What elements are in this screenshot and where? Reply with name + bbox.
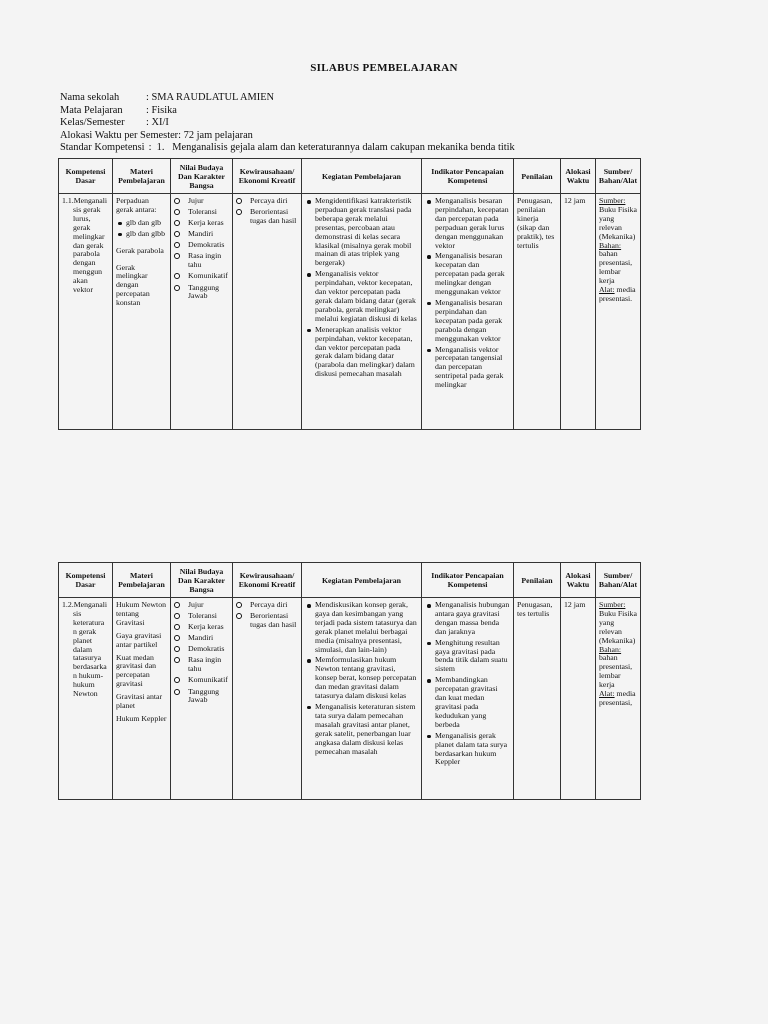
penilaian-cell: Penugasan, penilaian kinerja (sikap dan praktik), tes tertulis — [514, 194, 561, 430]
materi-cell: Hukum Newton tentang Gravitasi Gaya gravitasi antar partikel Kuat medan gravitasi dan percepatan gravitasi Gravitasi antar planet Hukum Keppler — [113, 598, 171, 800]
list-item: Komunikatif — [174, 272, 229, 281]
list-item: Membandingkan percepatan gravitasi dan kuat medan gravitasi pada kedudukan yang berbeda — [425, 676, 510, 729]
nilai-budaya-cell — [171, 194, 233, 430]
list-item: Berorientasi tugas dan hasil — [236, 208, 298, 226]
list-item: Toleransi — [174, 208, 229, 217]
list-item: Percaya diri — [236, 601, 298, 610]
alokasi-cell: 12 jam — [561, 194, 596, 430]
list-item: Rasa ingin tahu — [174, 252, 229, 270]
header-kompetensi-dasar: Kompetensi Dasar — [59, 563, 113, 598]
table-header-row — [59, 563, 641, 598]
syllabus-table-2 — [58, 562, 641, 800]
kewirausahaan-cell — [233, 194, 302, 430]
list-item: Menganalisis besaran kecepatan dan percepatan pada gerak melingkar dengan menggunakan vektor — [425, 252, 510, 297]
table-row — [59, 194, 641, 430]
header-kewirausahaan: Kewirausahaan/ Ekonomi Kreatif — [233, 159, 302, 194]
list-item: Tanggung Jawab — [174, 284, 229, 302]
list-item: Memformulasikan hukum Newton tentang gravitasi, konsep berat, konsep percepatan dan medan gravitasi dalam tatasurya dalam diskusi kelas — [305, 656, 418, 701]
school-info — [60, 92, 515, 155]
info-row-time: Alokasi Waktu per Semester : 72 jam pelajaran — [60, 129, 253, 141]
header-alokasi: Alokasi Waktu — [561, 159, 596, 194]
header-materi: Materi Pembelajaran — [113, 563, 171, 598]
list-item: Menganalisis keteraturan sistem tata surya dalam pemecahan masalah gravitasi antar planet, gerak satelit, penerbangan luar angkasa dalam diskusi kelas pemecahan masalah — [305, 703, 418, 756]
list-item: Mengidentifikasi katrakteristik perpaduan gerak translasi pada beberapa gerak melalui presentas, percobaan atau demonstrasi di kelas secara klasikal (misalnya gerak mobil mainan di atas triplek yang bergerak) — [305, 197, 418, 268]
list-item: Mandiri — [174, 230, 229, 239]
list-item: Menghitung resultan gaya gravitasi pada benda titik dalam suatu sistem — [425, 639, 510, 675]
list-item: Berorientasi tugas dan hasil — [236, 612, 298, 630]
header-indikator: Indikator Pencapaian Kompetensi — [422, 563, 514, 598]
kegiatan-cell — [302, 194, 422, 430]
header-kegiatan: Kegiatan Pembelajaran — [302, 159, 422, 194]
nilai-budaya-cell — [171, 598, 233, 800]
list-item: Menganalisis vektor percepatan tangensial dan percepatan sentripetal pada gerak melingkar — [425, 346, 510, 391]
header-materi: Materi Pembelajaran — [113, 159, 171, 194]
list-item: Tanggung Jawab — [174, 688, 229, 706]
kompetensi-dasar-cell: 1.2.Menganali sis keteratura n gerak planet dalam tatasurya berdasarka n hukum-hukum Newton — [59, 598, 113, 800]
indikator-cell — [422, 194, 514, 430]
table-row — [59, 598, 641, 800]
list-item: Percaya diri — [236, 197, 298, 206]
sumber-cell: Sumber: Buku Fisika yang relevan (Mekanika) Bahan: bahan presentasi, lembar kerja Alat: media presentasi. — [596, 194, 641, 430]
info-row-class: Kelas/Semester : XI/I — [60, 117, 169, 129]
list-item: Menganalisis besaran perpindahan, kecepatan dan percepatan pada perpaduan gerak lurus dengan menggunakan vektor — [425, 197, 510, 250]
indikator-cell — [422, 598, 514, 800]
table-header-row — [59, 159, 641, 194]
header-penilaian: Penilaian — [514, 563, 561, 598]
list-item: Mendiskusikan konsep gerak, gaya dan kesimbangan yang terjadi pada sistem tatasurya dan gerak planet melalui berbagai media (misalnya presentasi, simulasi, dan lain-lain) — [305, 601, 418, 654]
kegiatan-cell — [302, 598, 422, 800]
info-row-school: Nama sekolah : SMA RAUDLATUL AMIEN — [60, 92, 275, 103]
list-item: Jujur — [174, 197, 229, 206]
list-item: Komunikatif — [174, 676, 229, 685]
header-indikator: Indikator Pencapaian Kompetensi — [422, 159, 514, 194]
list-item: Menganalisis vektor perpindahan, vektor kecepatan, dan vektor percepatan pada gerak dalam bidang datar (gerak parabola, gerak melingkar) melalui kegiatan diskusi di kelas — [305, 270, 418, 323]
list-item: glb dan glb — [116, 219, 167, 228]
alokasi-cell: 12 jam — [561, 598, 596, 800]
info-row-standard: Standar Kompetensi : 1. Menganalisis gejala alam dan keteraturannya dalam cakupan mekanika benda titik — [60, 142, 515, 154]
document-title: SILABUS PEMBELAJARAN — [310, 62, 458, 74]
list-item: Kerja keras — [174, 219, 229, 228]
info-row-subject: Mata Pelajaran : Fisika — [60, 104, 177, 116]
header-nilai-budaya: Nilai Budaya Dan Karakter Bangsa — [171, 563, 233, 598]
kewirausahaan-cell — [233, 598, 302, 800]
list-item: Demokratis — [174, 645, 229, 654]
header-sumber: Sumber/ Bahan/Alat — [596, 159, 641, 194]
header-kewirausahaan: Kewirausahaan/ Ekonomi Kreatif — [233, 563, 302, 598]
header-kompetensi-dasar: Kompetensi Dasar — [59, 159, 113, 194]
header-sumber: Sumber/ Bahan/Alat — [596, 563, 641, 598]
header-nilai-budaya: Nilai Budaya Dan Karakter Bangsa — [171, 159, 233, 194]
syllabus-table-1 — [58, 158, 641, 430]
kompetensi-dasar-cell: 1.1.Menganali sis gerak lurus, gerak melingkar dan gerak parabola dengan menggun akan vektor — [59, 194, 113, 430]
list-item: Mandiri — [174, 634, 229, 643]
list-item: Kerja keras — [174, 623, 229, 632]
materi-bullet-list — [116, 219, 167, 239]
sumber-cell: Sumber: Buku Fisika yang relevan (Mekanika) Bahan: bahan presentasi, lembar kerja Alat: media presentasi, — [596, 598, 641, 800]
list-item: glb dan glbb — [116, 230, 167, 239]
materi-cell: Perpaduan gerak antara: glb dan glb glb dan glbb Gerak parabola Gerak melingkar dengan percepatan konstan — [113, 194, 171, 430]
header-kegiatan: Kegiatan Pembelajaran — [302, 563, 422, 598]
penilaian-cell: Penugasan, tes tertulis — [514, 598, 561, 800]
list-item: Menganalisis besaran perpindahan dan kecepatan pada gerak parabola dengan menggunakan vektor — [425, 299, 510, 344]
header-alokasi: Alokasi Waktu — [561, 563, 596, 598]
list-item: Rasa ingin tahu — [174, 656, 229, 674]
list-item: Toleransi — [174, 612, 229, 621]
list-item: Demokratis — [174, 241, 229, 250]
list-item: Menerapkan analisis vektor perpindahan, vektor kecepatan, dan vektor percepatan pada gerak dalam bidang datar (parabola dan melingkar) dalam diskusi pemecahan masalah — [305, 326, 418, 379]
list-item: Jujur — [174, 601, 229, 610]
header-penilaian: Penilaian — [514, 159, 561, 194]
list-item: Menganalisis hubungan antara gaya gravitasi dengan massa benda dan jaraknya — [425, 601, 510, 637]
list-item: Menganalisis gerak planet dalam tata surya berdasarkan hukum Keppler — [425, 732, 510, 768]
